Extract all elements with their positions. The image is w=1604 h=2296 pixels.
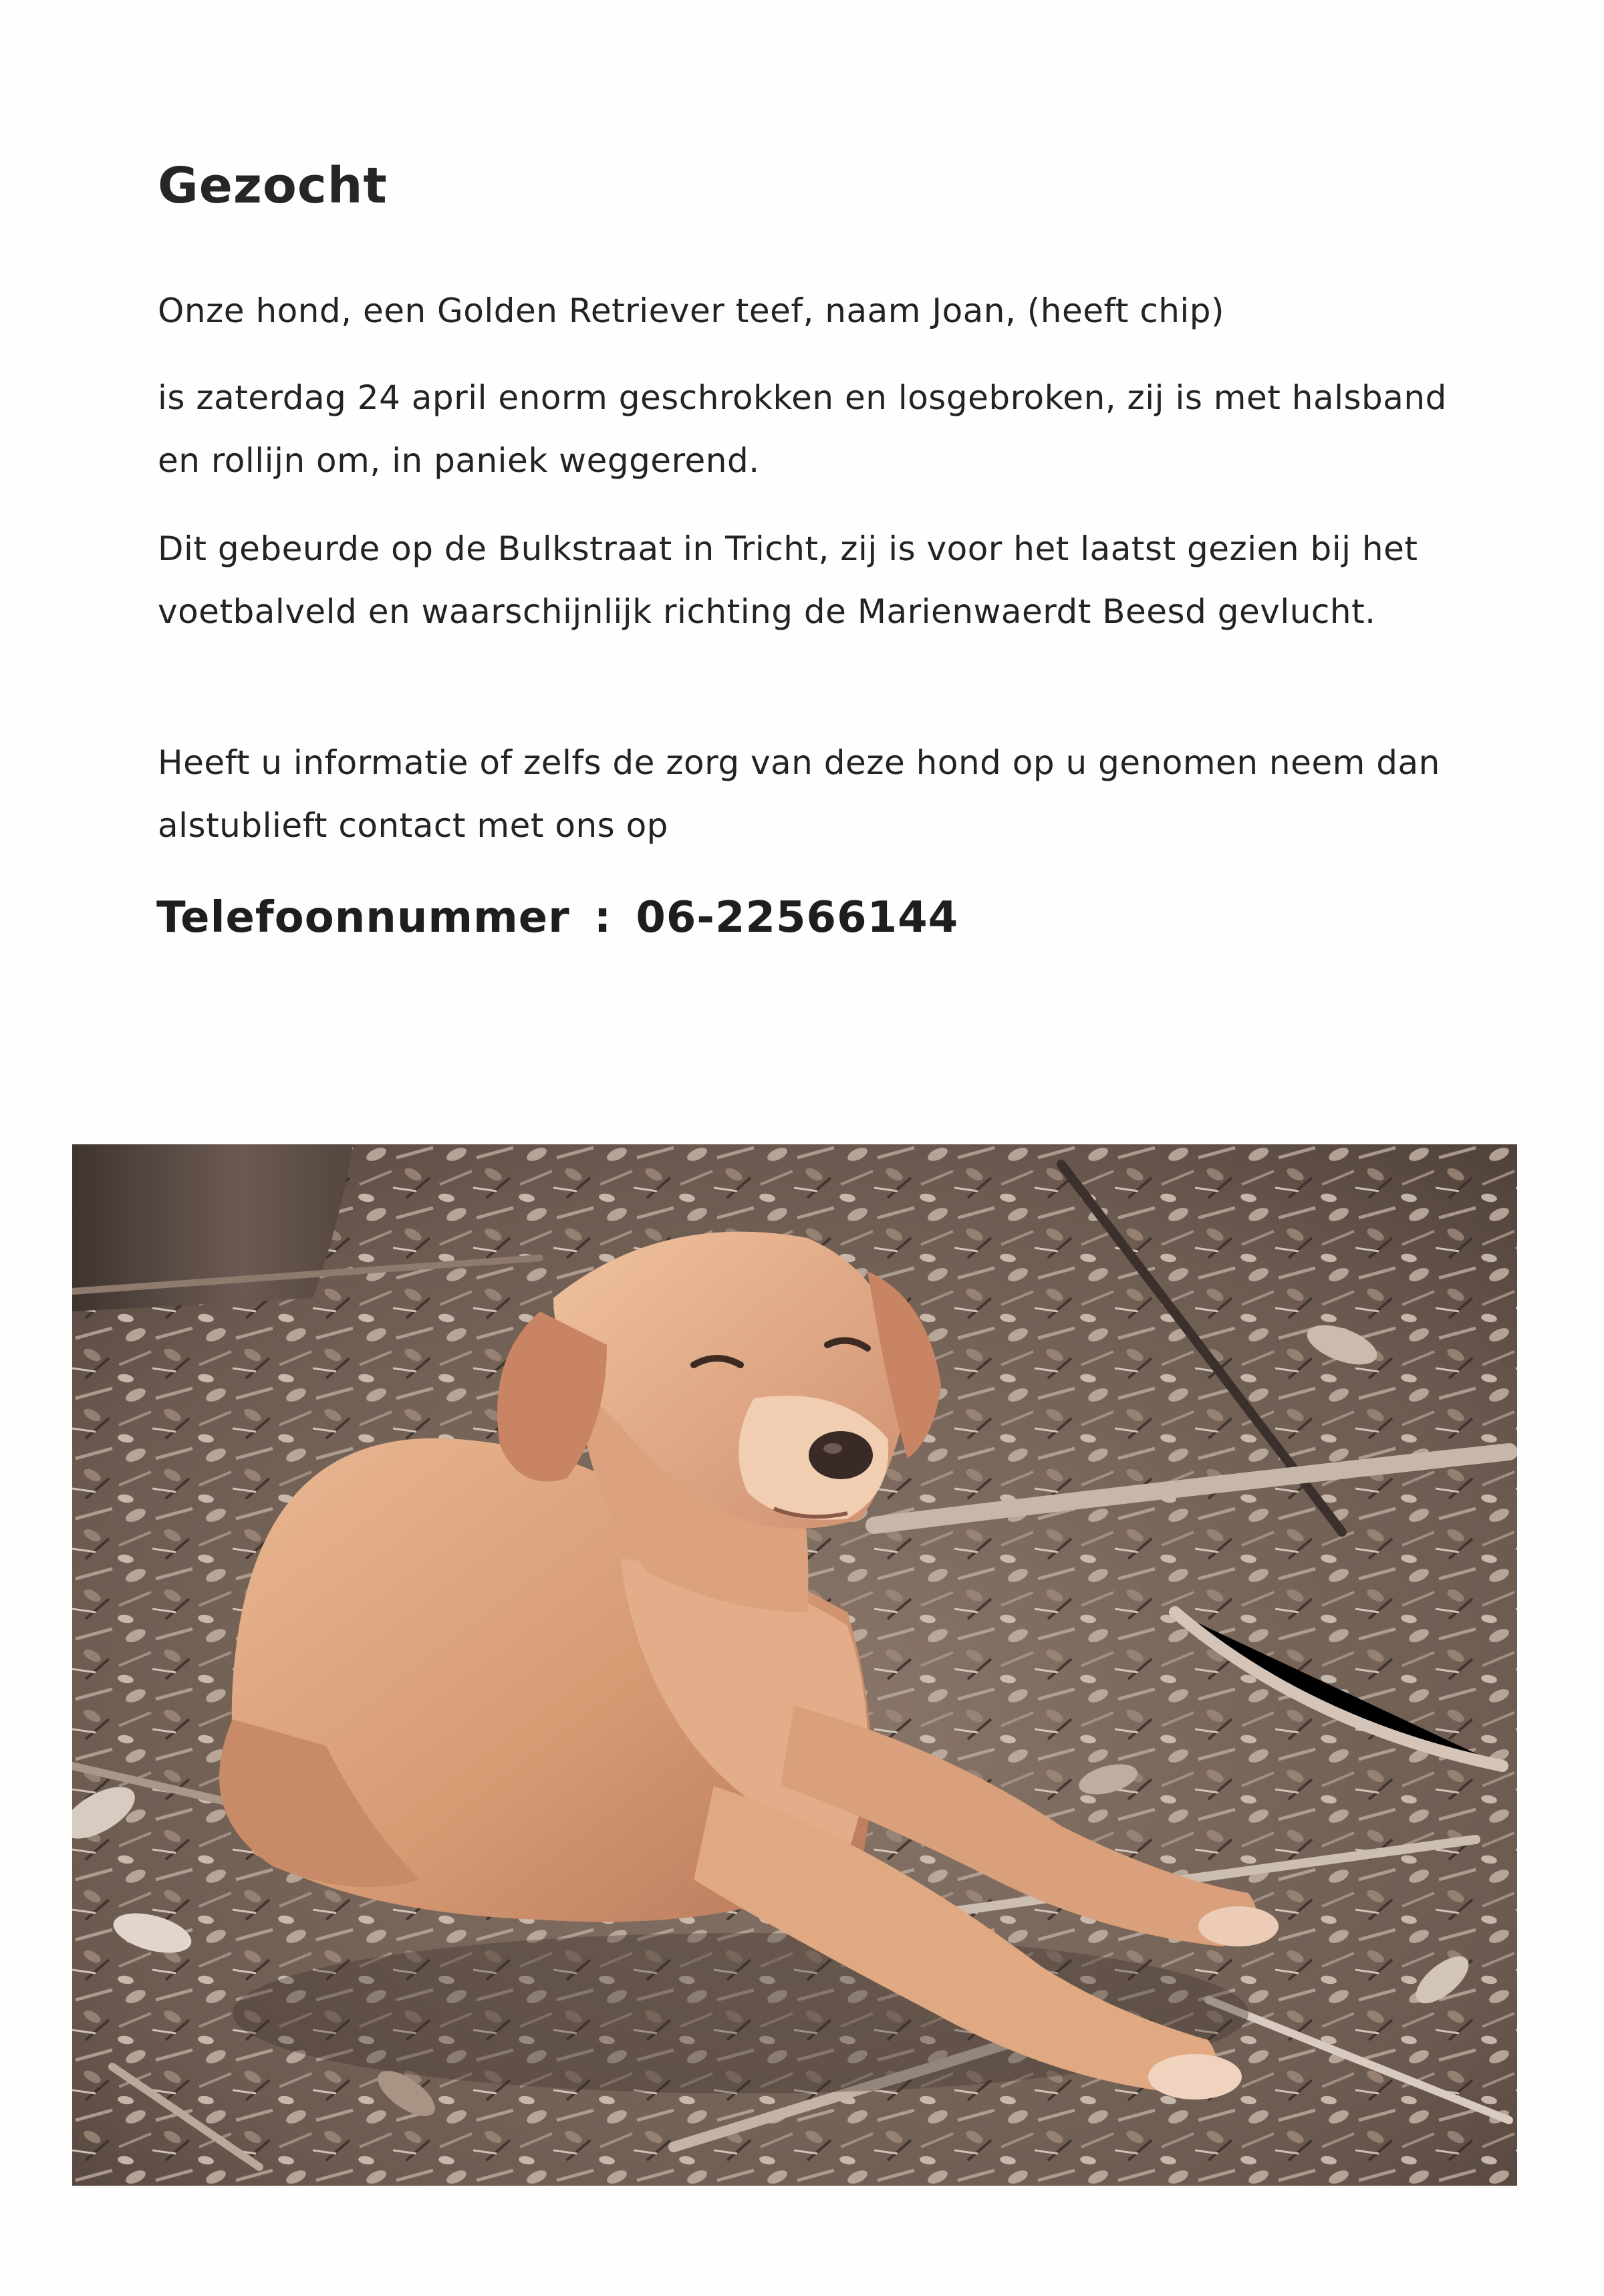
paragraph-escape-details: is zaterdag 24 april enorm geschrokken en losgebroken, zij is met halsband en rollijn om, in paniek weggerend. [158,378,1447,480]
phone-label: Telefoonnummer [156,893,570,942]
dog-photo-illustration [72,1144,1517,2186]
paragraph-last-seen: Dit gebeurde op de Bulkstraat in Tricht, zij is voor het laatst gezien bij het voetbalveld en waarschijnlijk richting de Marienwaerdt Beesd gevlucht. [158,529,1418,631]
paragraph-contact-request: Heeft u informatie of zelfs de zorg van deze hond op u genomen neem dan alstublieft contact met ons op [158,743,1440,845]
poster-title: Gezocht [158,157,388,215]
dog-photo [72,1144,1517,2186]
paragraph-dog-description: Onze hond, een Golden Retriever teef, naam Joan, (heeft chip) [158,291,1225,330]
phone-line [156,893,958,942]
phone-separator: : [593,893,612,942]
phone-number: 06-22566144 [636,893,959,942]
